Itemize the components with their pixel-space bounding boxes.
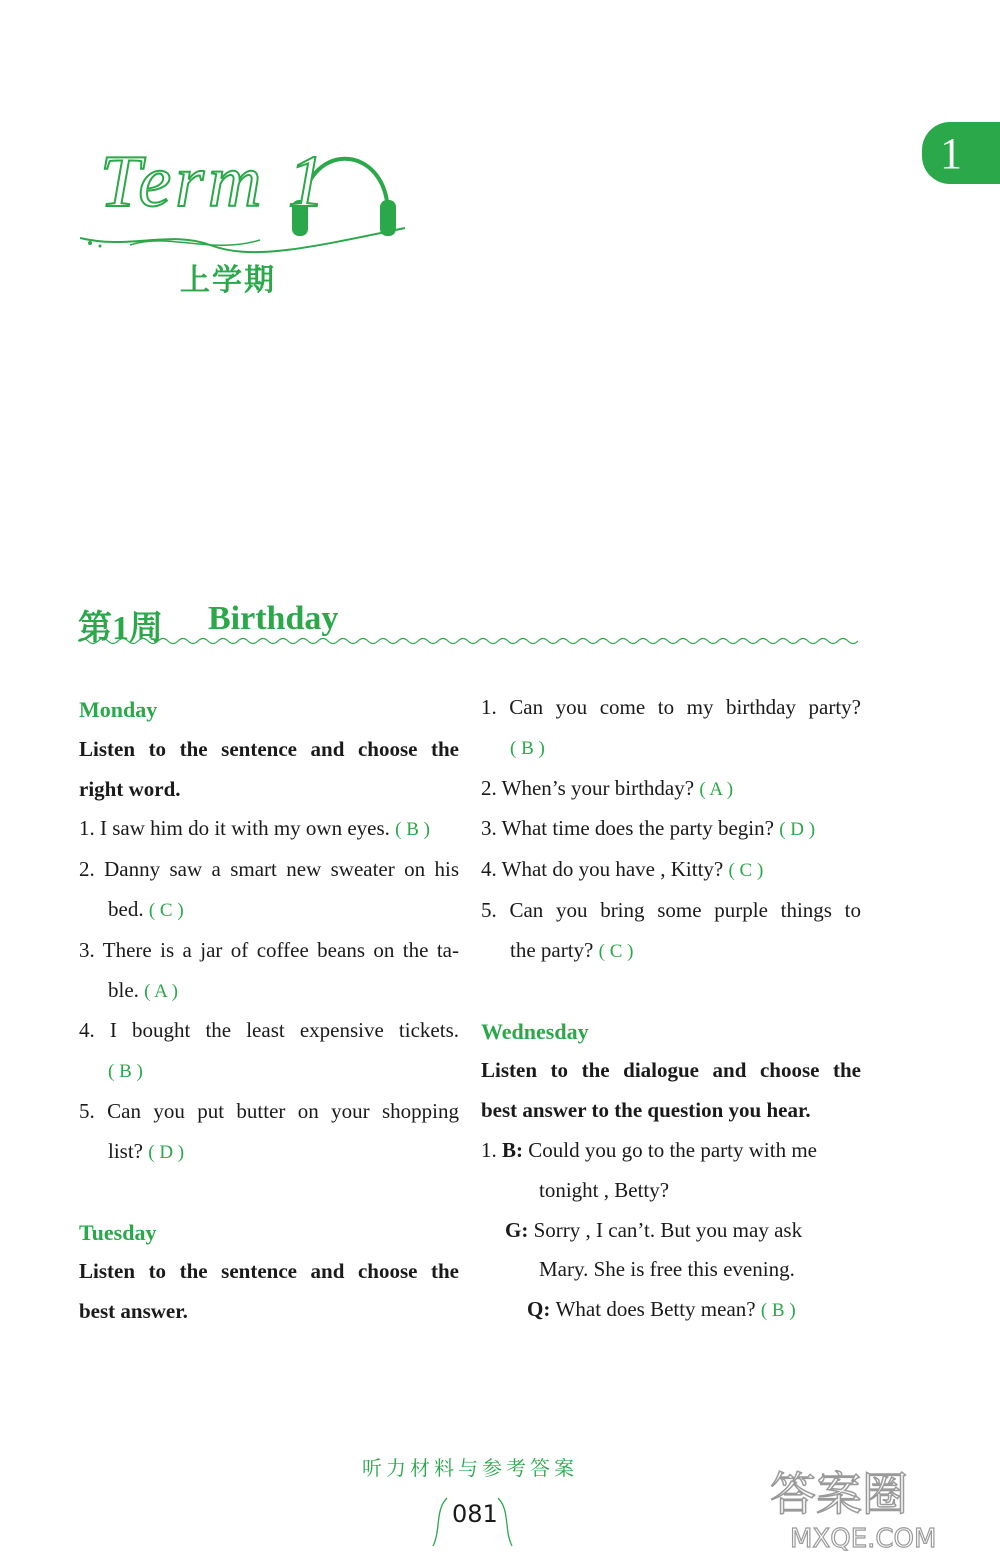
- wednesday-instruction-line-1: Listen to the dialogue and choose the: [481, 1058, 861, 1083]
- answer-badge: ( C ): [598, 940, 634, 962]
- answer-badge: ( B ): [510, 737, 545, 759]
- chapter-tab: [922, 122, 1000, 184]
- left-column: [79, 690, 459, 1332]
- list-item: 2. When’s your birthday? ( A ): [481, 775, 734, 800]
- answer-badge: ( A ): [699, 778, 734, 800]
- list-item: 2. Danny saw a smart new sweater on his bed. ( C ): [79, 857, 459, 921]
- list-item: 3. What time does the party begin? ( D ): [481, 816, 816, 841]
- list-item: 1. Can you come to my birthday party? ( B ): [481, 695, 861, 759]
- answer-badge: ( C ): [728, 860, 764, 882]
- answer-badge: ( D ): [148, 1141, 185, 1163]
- monday-instruction-line-2: right word.: [79, 776, 181, 801]
- footer-caption: 听力材料与参考答案: [362, 1456, 578, 1480]
- monday-instruction-line-1: Listen to the sentence and choose the: [79, 736, 459, 761]
- tuesday-instruction-line-1: Listen to the sentence and choose the: [79, 1259, 459, 1284]
- wednesday-instruction-line-2: best answer to the question you hear.: [481, 1098, 811, 1123]
- answer-badge: ( C ): [148, 899, 184, 921]
- list-item: 4. I bought the least expensive tickets. ( B ): [79, 1018, 459, 1083]
- list-item: 4. What do you have , Kitty? ( C ): [481, 857, 764, 882]
- dialogue-item: 1. B: Could you go to the party with me tonight , Betty? G: Sorry , I can’t. But you may ask Mary. She is free this evening. Q: What does Betty mean? ( B ): [481, 1131, 861, 1331]
- wave-divider: [78, 635, 858, 647]
- right-column: [481, 688, 861, 1331]
- page-number: 081: [452, 1500, 498, 1528]
- term-subtitle: 上学期: [180, 263, 276, 298]
- answer-badge: ( B ): [395, 819, 430, 841]
- list-item: 3. There is a jar of coffee beans on the ta- ble. ( A ): [79, 937, 459, 1002]
- day-heading-tuesday: Tuesday: [79, 1219, 157, 1245]
- svg-text:MXQE.COM: MXQE.COM: [790, 1524, 937, 1554]
- dialogue-line-g: G: Sorry , I can’t. But you may ask: [505, 1217, 803, 1242]
- list-item: 5. Can you put butter on your shopping list? ( D ): [79, 1098, 459, 1163]
- week-label: 第1周: [78, 610, 163, 647]
- svg-text:答案圈: 答案圈: [770, 1467, 908, 1521]
- tuesday-instruction-line-2: best answer.: [79, 1299, 188, 1324]
- list-item: 5. Can you bring some purple things to the party? ( C ): [481, 897, 861, 962]
- dialogue-question: Q: What does Betty mean? ( B ): [527, 1297, 796, 1322]
- week-topic: Birthday: [208, 600, 339, 637]
- chapter-tab-number: 1: [940, 129, 962, 178]
- term-logo-text: Term 1: [100, 141, 329, 223]
- answer-badge: ( B ): [760, 1300, 796, 1322]
- watermark-logo: [760, 1455, 1000, 1555]
- day-heading-monday: Monday: [79, 697, 158, 722]
- day-heading-wednesday: Wednesday: [481, 1018, 589, 1044]
- dialogue-line-b: 1. B: Could you go to the party with me: [481, 1137, 817, 1162]
- answer-badge: ( B ): [108, 1061, 143, 1083]
- answer-badge: ( A ): [144, 980, 178, 1002]
- list-item: 1. I saw him do it with my own eyes. ( B ): [79, 816, 430, 841]
- answer-badge: ( D ): [779, 819, 816, 841]
